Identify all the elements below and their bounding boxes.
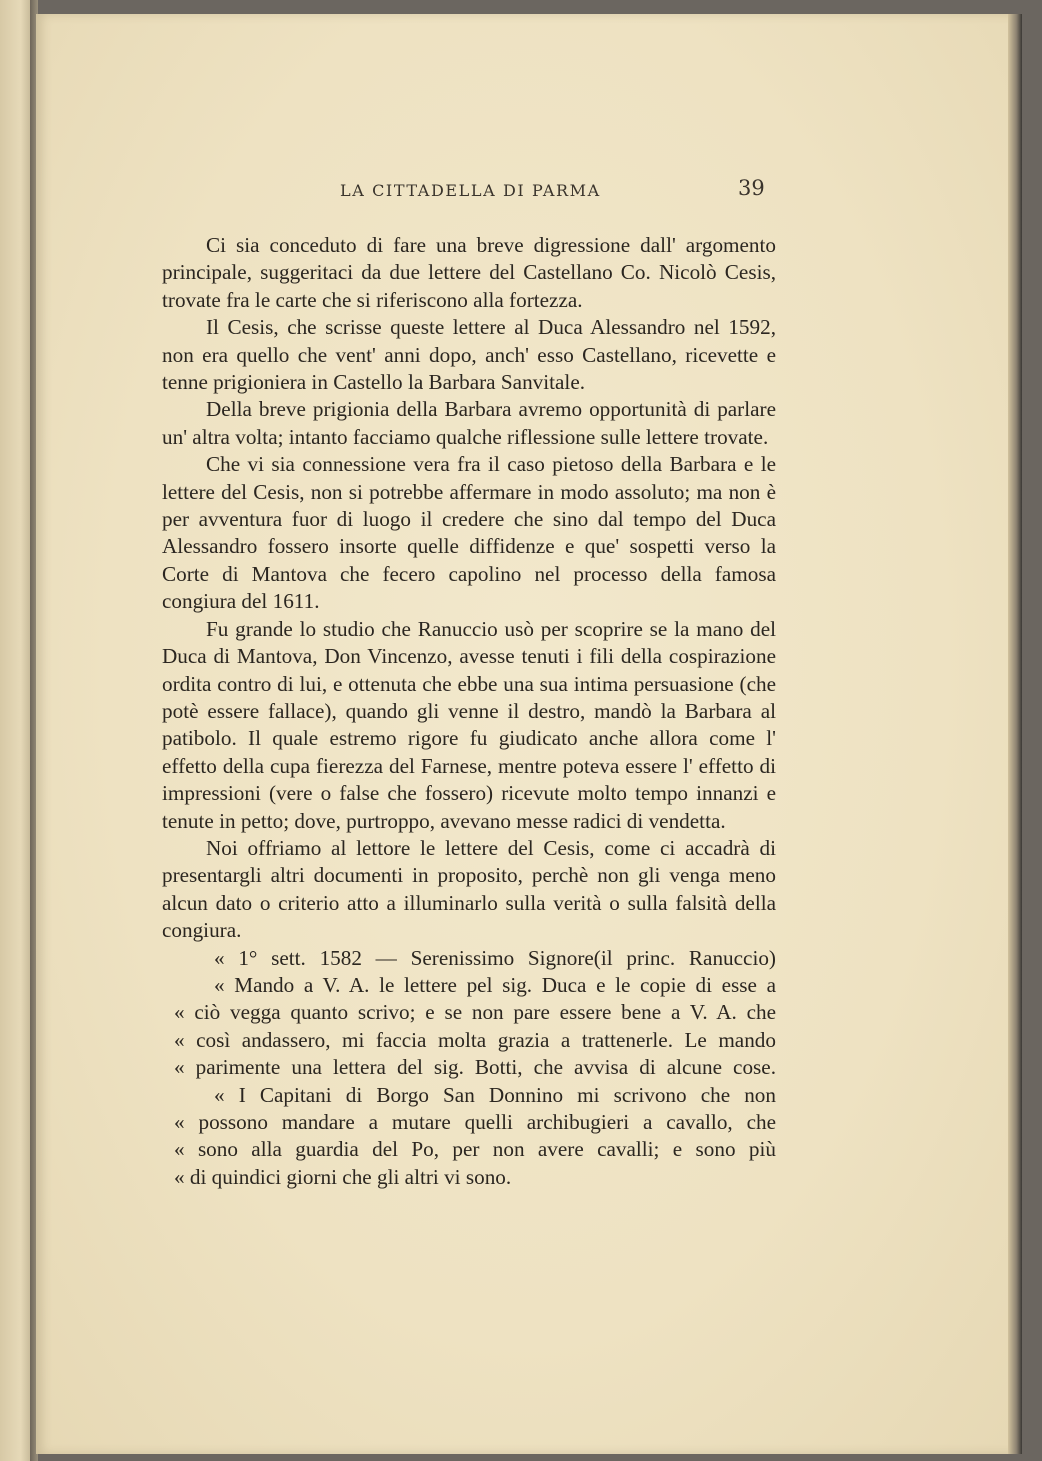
running-title: LA CITTADELLA DI PARMA [340, 181, 601, 200]
letter-line: « ciò vegga quanto scrivo; e se non pare essere bene a V. A. che [174, 1000, 776, 1025]
letter-line: « I Capitani di Borgo San Donnino mi scrivono che non [214, 1082, 776, 1107]
page-fore-edge [1008, 14, 1022, 1454]
letter-line: « 1° sett. 1582 — Serenissimo Signore(il princ. Ranuccio) [214, 945, 776, 970]
quoted-letter [162, 945, 776, 1192]
page-body [162, 232, 776, 1191]
previous-page-edge [0, 0, 34, 1461]
page-header [36, 176, 1014, 209]
paragraph: Ci sia conceduto di fare una breve digressione dall' argomento principale, suggeritaci da due lettere del Castellano Co. Nicolò Cesis, trovate fra le carte che si riferiscono alla fortezza. [162, 233, 776, 312]
paragraph: Fu grande lo studio che Ranuccio usò per scoprire se la mano del Duca di Mantova, Don Vincenzo, avesse tenuti i fili della cospirazione ordita contro di lui, e ottenuta che ebbe una sua intima persuasione (che potè essere fallace), quando gli venne il destro, mandò la Barbara al patibolo. Il quale estremo rigore fu giudicato anche allora come l' effetto della cupa fierezza del Farnese, mentre poteva essere l' effetto di impressioni (vere o false che fossero) ricevute molto tempo innanzi e tenute in petto; dove, purtroppo, avevano messe radici di vendetta. [162, 616, 776, 833]
letter-line: « parimente una lettera del sig. Botti, che avvisa di alcune cose. [174, 1055, 776, 1080]
letter-line: « Mando a V. A. le lettere pel sig. Duca e le copie di esse a [214, 972, 776, 997]
book-page [36, 14, 1014, 1454]
letter-line: « di quindici giorni che gli altri vi sono. [174, 1164, 512, 1189]
paragraph: Noi offriamo al lettore le lettere del Cesis, come ci accadrà di presentargli altri documenti in proposito, perchè non gli venga meno alcun dato o criterio atto a illuminarlo sulla verità o sulla falsità della congiura. [162, 835, 776, 943]
letter-line: « sono alla guardia del Po, per non avere cavalli; e sono più [174, 1137, 776, 1162]
letter-line: « possono mandare a mutare quelli archibugieri a cavallo, che [174, 1110, 776, 1134]
letter-line: « così andassero, mi faccia molta grazia a trattenerle. Le mando [174, 1027, 776, 1052]
page-number: 39 [738, 176, 765, 200]
paragraph: Della breve prigionia della Barbara avremo opportunità di parlare un' altra volta; intanto facciamo qualche riflessione sulle lettere trovate. [162, 397, 776, 449]
paragraph: Il Cesis, che scrisse queste lettere al Duca Alessandro nel 1592, non era quello che vent' anni dopo, anch' esso Castellano, ricevette e tenne prigioniera in Castello la Barbara Sanvitale. [162, 315, 776, 395]
paragraph: Che vi sia connessione vera fra il caso pietoso della Barbara e le lettere del Cesis, non si potrebbe affermare in modo assoluto; ma non è per avventura fuor di luogo il credere che sino dal tempo del Duca Alessandro fossero insorte quelle diffidenze e que' sospetti verso la Corte di Mantova che fecero capolino nel processo della famosa congiura del 1611. [162, 452, 776, 614]
